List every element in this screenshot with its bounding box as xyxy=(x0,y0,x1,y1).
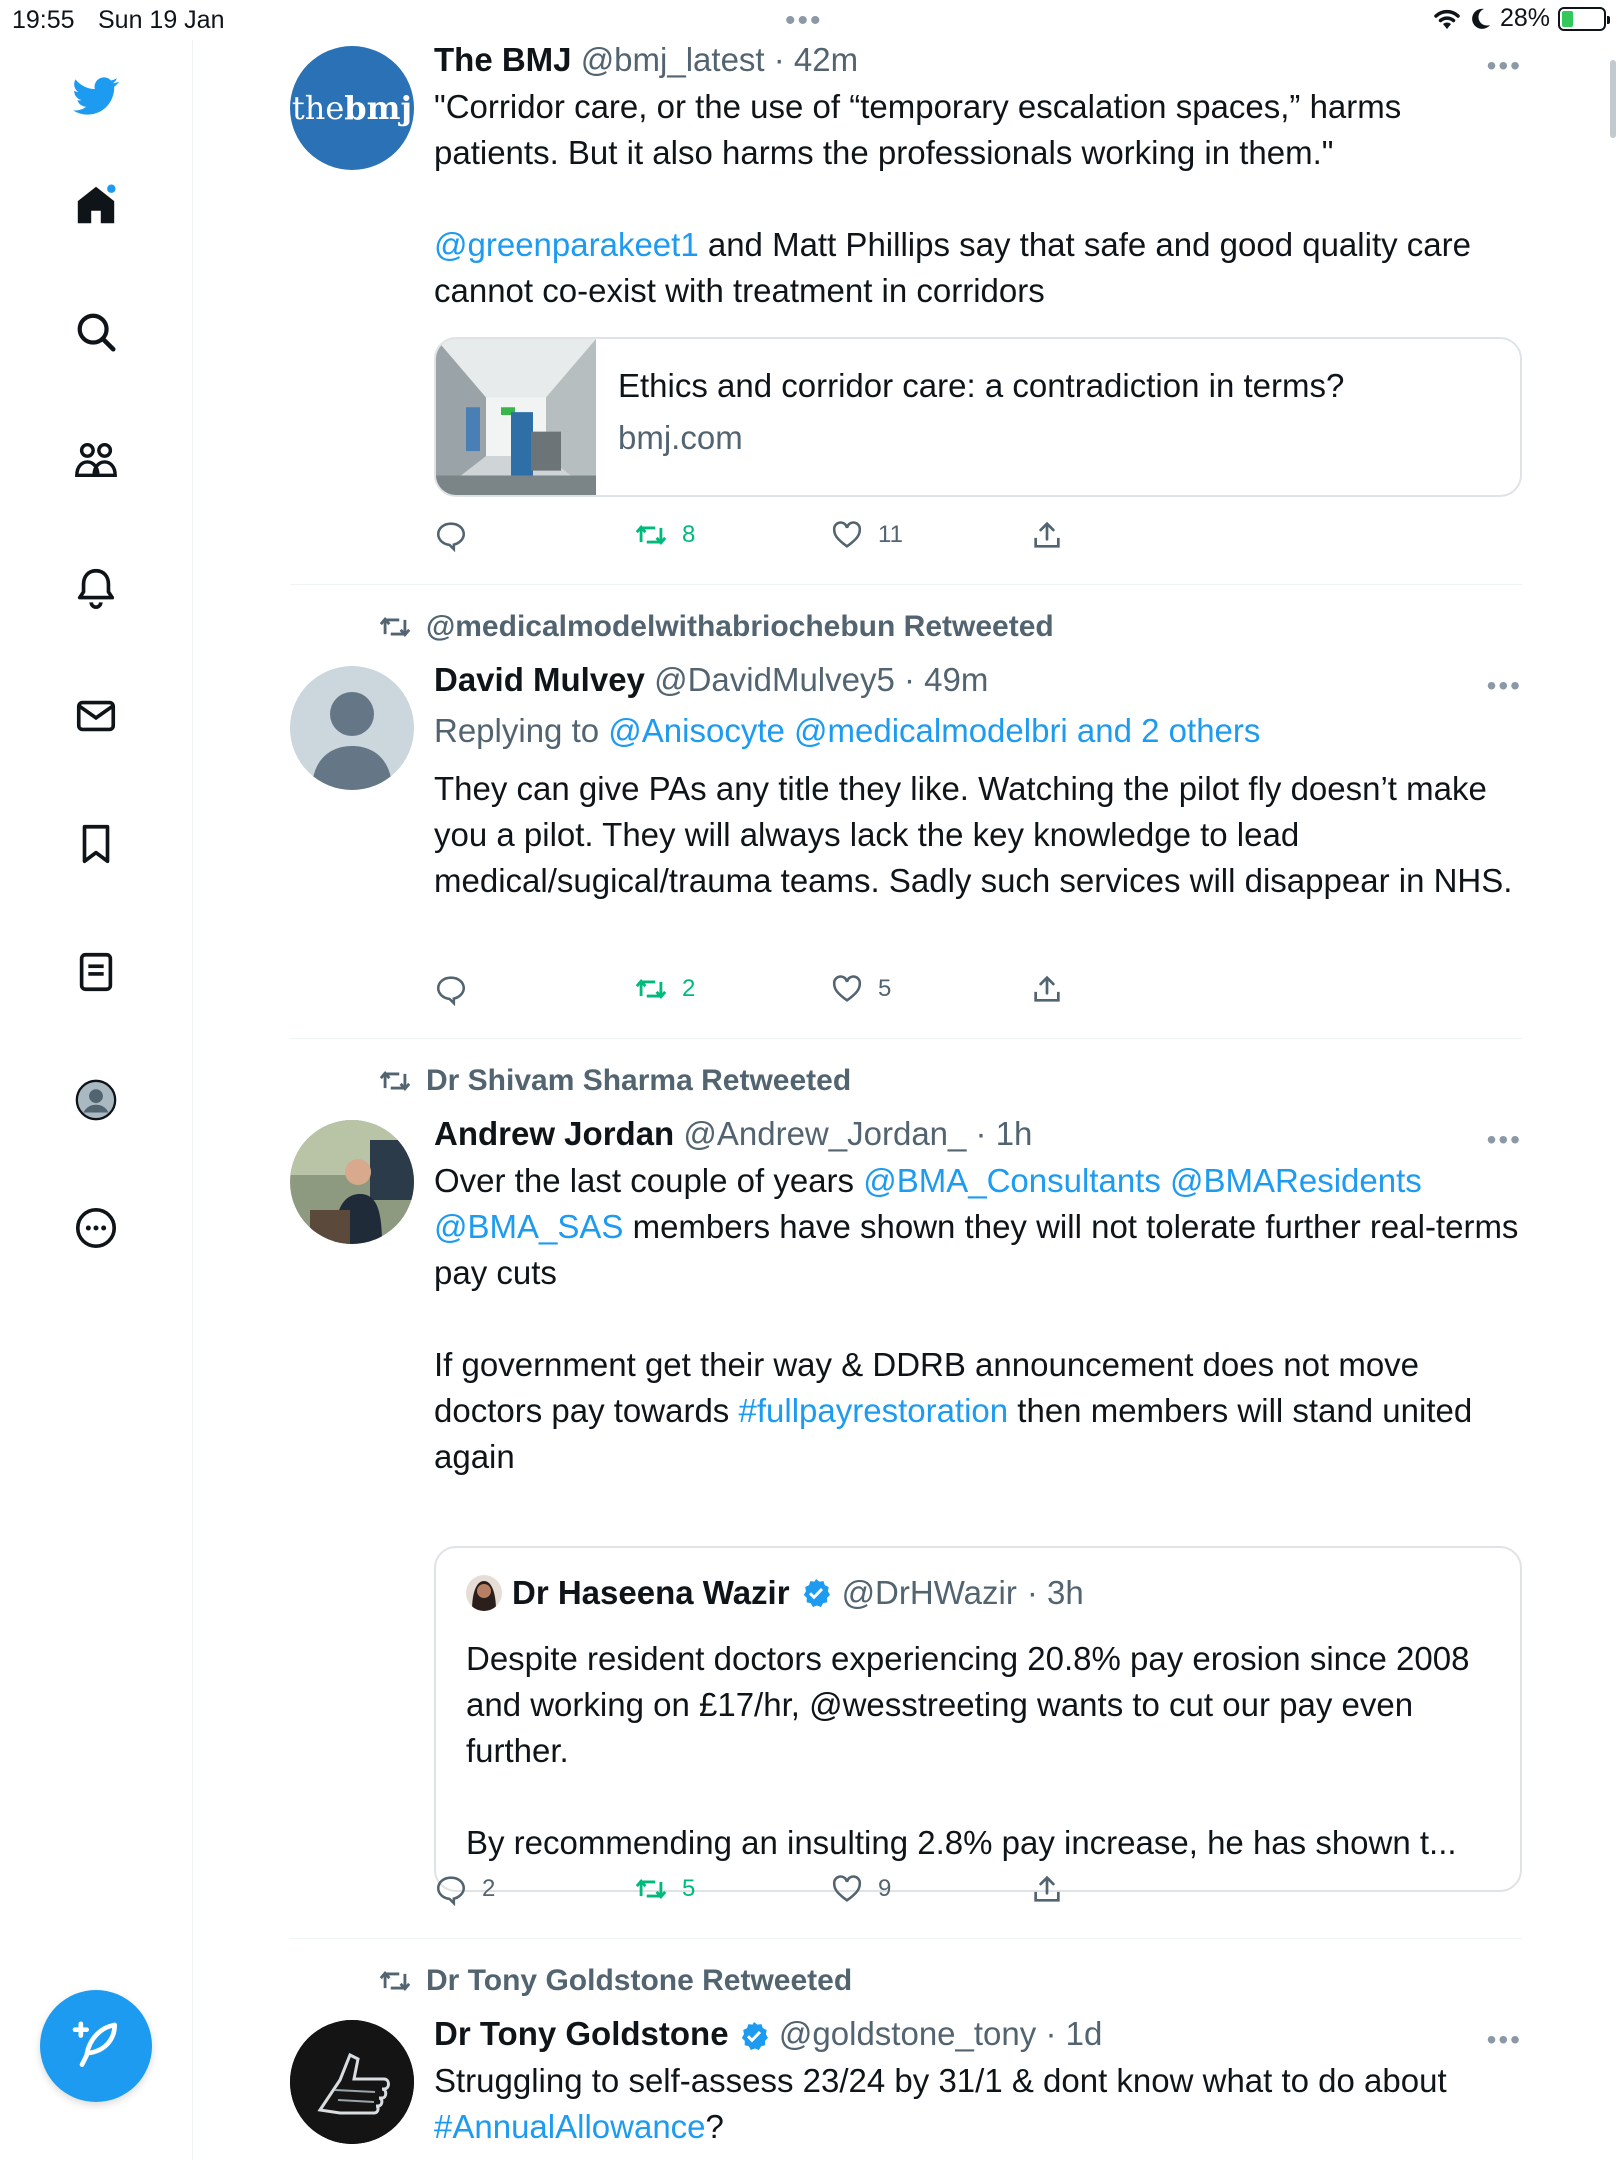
default-avatar-icon xyxy=(290,666,414,790)
sidebar xyxy=(0,40,193,2160)
avatar[interactable] xyxy=(290,1120,414,1244)
retweet-button[interactable] xyxy=(634,1872,695,1906)
tweet-actions xyxy=(434,972,1134,1016)
retweet-context[interactable] xyxy=(378,1064,851,1098)
replying-to-links[interactable]: @Anisocyte @medicalmodelbri and 2 others xyxy=(608,712,1261,749)
notifications-icon[interactable] xyxy=(66,558,126,618)
quote-header xyxy=(466,1574,1084,1612)
share-button[interactable] xyxy=(1030,972,1064,1006)
mention-link[interactable]: @BMAResidents xyxy=(1170,1162,1422,1199)
verified-badge-icon xyxy=(800,1577,832,1609)
tweet-header xyxy=(434,2014,1522,2054)
tweet-text xyxy=(434,1158,1522,1480)
card-title: Ethics and corridor care: a contradiction in terms? xyxy=(618,367,1345,404)
more-icon[interactable] xyxy=(66,1198,126,1258)
reply-icon xyxy=(434,972,468,1006)
link-card[interactable] xyxy=(434,337,1522,497)
reply-icon xyxy=(434,1872,468,1906)
tweet-time[interactable]: · 49m xyxy=(904,661,989,698)
reply-button[interactable] xyxy=(434,972,482,1006)
tweet-text: They can give PAs any title they like. Watching the pilot fly doesn’t make you a pilot. They will always lack the key knowledge to lead medical/sugical/trauma teams. Sadly such services will disappear in NHS. xyxy=(434,770,1513,899)
battery-fill xyxy=(1562,11,1573,27)
bookmarks-icon[interactable] xyxy=(66,814,126,874)
quote-text-part: By recommending an insulting 2.8% pay increase, he has shown t... xyxy=(466,1824,1457,1861)
quote-author-handle: @DrHWazir xyxy=(841,1574,1017,1611)
search-icon[interactable] xyxy=(66,302,126,362)
quote-author-name: Dr Haseena Wazir xyxy=(512,1574,790,1611)
avatar-photo xyxy=(290,2020,414,2144)
communities-icon[interactable] xyxy=(66,430,126,490)
author-name[interactable]: Andrew Jordan xyxy=(434,1115,675,1152)
retweet-icon xyxy=(378,610,412,644)
mention-link[interactable]: @BMA_SAS xyxy=(434,1208,624,1245)
compose-button[interactable] xyxy=(40,1990,152,2102)
like-count: 11 xyxy=(878,521,903,548)
avatar[interactable] xyxy=(290,2020,414,2144)
tweet-time[interactable]: · 42m xyxy=(773,41,859,78)
status-right xyxy=(1432,4,1606,33)
avatar-text-the: the xyxy=(291,89,345,127)
retweeted-by: Dr Shivam Sharma Retweeted xyxy=(426,1064,852,1097)
quoted-tweet[interactable] xyxy=(434,1546,1522,1892)
avatar[interactable] xyxy=(290,666,414,790)
retweet-icon xyxy=(634,972,668,1006)
more-options-icon[interactable]: ••• xyxy=(1486,670,1522,701)
heart-icon xyxy=(830,972,864,1006)
status-date: Sun 19 Jan xyxy=(98,6,225,34)
retweet-button[interactable] xyxy=(634,972,695,1006)
retweet-icon xyxy=(634,518,668,552)
heart-icon xyxy=(830,518,864,552)
tweet-header xyxy=(434,40,1522,80)
author-name[interactable]: David Mulvey xyxy=(434,661,645,698)
moon-icon xyxy=(1470,7,1492,31)
tweet-text-part: Struggling to self-assess 23/24 by 31/1 & dont know what to do about xyxy=(434,2062,1447,2099)
tweet-time[interactable]: · 1h xyxy=(975,1115,1033,1152)
multitasking-dots-icon[interactable]: ••• xyxy=(785,4,823,37)
tweet-text-part: and Matt Phillips say that safe and good quality care cannot co-exist with treatment in corridors xyxy=(434,226,1471,309)
author-handle[interactable]: @goldstone_tony xyxy=(778,2015,1037,2052)
status-time: 19:55 xyxy=(12,6,75,34)
wifi-icon xyxy=(1432,7,1462,31)
hashtag-link[interactable]: #AnnualAllowance xyxy=(434,2108,706,2145)
mention-link[interactable]: @BMA_Consultants xyxy=(863,1162,1161,1199)
share-button[interactable] xyxy=(1030,518,1064,552)
share-icon xyxy=(1030,972,1064,1006)
like-count: 9 xyxy=(878,1875,892,1902)
avatar-photo xyxy=(290,1120,414,1244)
twitter-logo-icon[interactable] xyxy=(66,66,126,126)
reply-icon xyxy=(434,518,468,552)
tweet-header xyxy=(434,660,1522,700)
share-icon xyxy=(1030,1872,1064,1906)
status-bar xyxy=(0,0,1620,40)
retweeted-by: @medicalmodelwithabriochebun Retweeted xyxy=(426,610,1054,643)
tweet-text-part: If government get their way & DDRB announcement does not move doctors pay towards xyxy=(434,1346,1420,1429)
author-handle[interactable]: @DavidMulvey5 xyxy=(654,661,895,698)
retweeted-by: Dr Tony Goldstone Retweeted xyxy=(426,1964,853,1997)
share-button[interactable] xyxy=(1030,1872,1064,1906)
battery-icon xyxy=(1558,7,1606,31)
tweet-text-part: then members will stand united again xyxy=(434,1392,1473,1475)
replying-prefix: Replying to xyxy=(434,712,609,749)
reply-button[interactable] xyxy=(434,518,482,552)
retweet-icon xyxy=(378,1964,412,1998)
author-name[interactable]: The BMJ xyxy=(434,41,572,78)
card-domain: bmj.com xyxy=(618,419,743,456)
verified-badge-icon xyxy=(738,2020,770,2052)
avatar-text-bmj: bmj xyxy=(344,89,413,127)
retweet-count: 8 xyxy=(682,521,696,548)
author-handle[interactable]: @Andrew_Jordan_ xyxy=(683,1115,967,1152)
like-button[interactable] xyxy=(830,972,891,1006)
hashtag-link[interactable]: #fullpayrestoration xyxy=(738,1392,1009,1429)
retweet-count: 5 xyxy=(682,1875,696,1902)
share-icon xyxy=(1030,518,1064,552)
like-button[interactable] xyxy=(830,1872,891,1906)
author-name[interactable]: Dr Tony Goldstone xyxy=(434,2015,729,2052)
retweet-context[interactable] xyxy=(378,610,1054,644)
like-count: 5 xyxy=(878,975,892,1002)
card-image xyxy=(436,339,596,495)
scrollbar[interactable] xyxy=(1610,60,1616,138)
retweet-icon xyxy=(378,1064,412,1098)
quote-text-part: Despite resident doctors experiencing 20.8% pay erosion since 2008 and working on £17/hr, @wesstreeting wants to cut our pay even further. xyxy=(466,1640,1470,1769)
tweet-text-part: "Corridor care, or the use of “temporary escalation spaces,” harms patients. But it also harms the professionals working in them." xyxy=(434,88,1402,171)
more-options-icon[interactable]: ••• xyxy=(1486,50,1522,81)
tweet-divider xyxy=(290,1938,1522,1939)
messages-icon[interactable] xyxy=(66,686,126,746)
replying-to xyxy=(434,708,1522,754)
tweet-text-part: ? xyxy=(705,2108,724,2145)
tweet-time[interactable]: · 1d xyxy=(1045,2015,1103,2052)
tweet-divider xyxy=(290,1038,1522,1039)
mention-link[interactable]: @greenparakeet1 xyxy=(434,226,699,263)
retweet-context[interactable] xyxy=(378,1964,852,1998)
retweet-icon xyxy=(634,1872,668,1906)
tweet-text xyxy=(434,2058,1522,2150)
retweet-count: 2 xyxy=(682,975,696,1002)
compose-icon xyxy=(68,2018,124,2074)
tweet-text-part: members have shown they will not tolerate further real-terms pay cuts xyxy=(434,1208,1519,1291)
more-options-icon[interactable]: ••• xyxy=(1486,1124,1522,1155)
avatar[interactable] xyxy=(290,46,414,170)
like-button[interactable] xyxy=(830,518,903,552)
more-options-icon[interactable]: ••• xyxy=(1486,2024,1522,2055)
profile-icon[interactable] xyxy=(66,1070,126,1130)
heart-icon xyxy=(830,1872,864,1906)
reply-button[interactable] xyxy=(434,1872,495,1906)
tweet-text-part: Over the last couple of years xyxy=(434,1162,864,1199)
tweet-header xyxy=(434,1114,1522,1154)
home-icon[interactable] xyxy=(66,175,126,235)
quote-time: · 3h xyxy=(1026,1574,1084,1611)
lists-icon[interactable] xyxy=(66,942,126,1002)
battery-percent: 28% xyxy=(1499,4,1550,32)
retweet-button[interactable] xyxy=(634,518,695,552)
quote-avatar xyxy=(466,1575,502,1611)
tweet-text xyxy=(434,84,1522,314)
tweet-divider xyxy=(290,584,1522,585)
tweet-actions xyxy=(434,518,1134,562)
reply-count: 2 xyxy=(482,1875,496,1902)
author-handle[interactable]: @bmj_latest xyxy=(580,41,765,78)
quote-text xyxy=(466,1636,1496,1866)
tweet-actions xyxy=(434,1872,1134,1916)
